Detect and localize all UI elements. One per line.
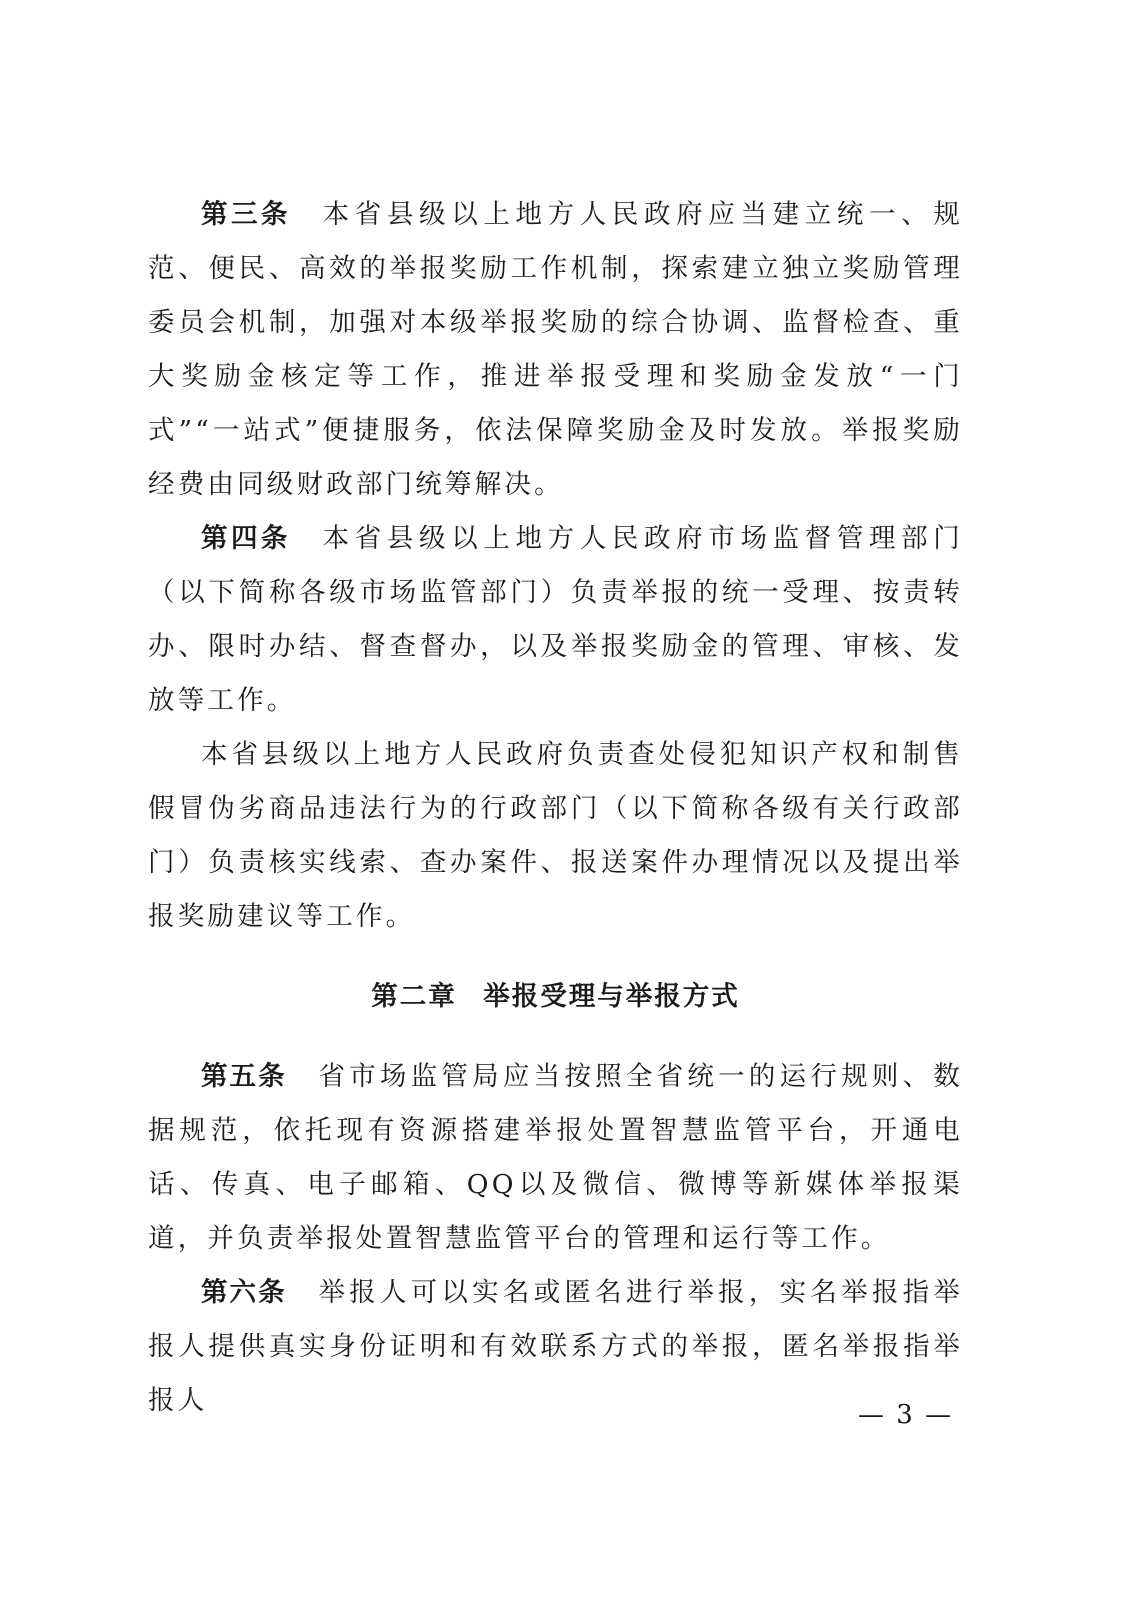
article-3	[148, 188, 963, 512]
article-5-text: 省市场监管局应当按照全省统一的运行规则、数据规范，依托现有资源搭建举报处置智慧监管平台，开通电话、传真、电子邮箱、QQ以及微信、微博等新媒体举报渠道，并负责举报处置智慧监管平台的管理和运行等工作。	[148, 1061, 964, 1254]
article-5-number: 第五条	[201, 1061, 287, 1092]
article-6	[148, 1266, 963, 1428]
chapter-number: 第二章	[371, 981, 457, 1012]
document-body	[148, 188, 963, 1428]
article-4-number: 第四条	[201, 523, 291, 554]
article-3-text: 本省县级以上地方人民政府应当建立统一、规范、便民、高效的举报奖励工作机制，探索建立独立奖励管理委员会机制，加强对本级举报奖励的综合协调、监督检查、重大奖励金核定等工作，推进举报受理和奖励金发放“一门式”“一站式”便捷服务，依法保障奖励金及时发放。举报奖励经费由同级财政部门统筹解决。	[148, 199, 964, 500]
article-3-number: 第三条	[201, 199, 291, 230]
article-4	[148, 512, 963, 728]
article-4-paragraph-2: 本省县级以上地方人民政府负责查处侵犯知识产权和制售假冒伪劣商品违法行为的行政部门（以下简称各级有关行政部门）负责核实线索、查办案件、报送案件办理情况以及提出举报奖励建议等工作。	[148, 739, 963, 932]
article-6-number: 第六条	[201, 1277, 287, 1308]
article-5	[148, 1050, 963, 1266]
page-number: — 3 —	[858, 1400, 954, 1430]
article-6-text: 举报人可以实名或匿名进行举报，实名举报指举报人提供真实身份证明和有效联系方式的举报，匿名举报指举报人	[148, 1277, 964, 1416]
article-4-text: 本省县级以上地方人民政府市场监督管理部门（以下简称各级市场监管部门）负责举报的统一受理、按责转办、限时办结、督查督办，以及举报奖励金的管理、审核、发放等工作。	[148, 523, 964, 716]
chapter-title: 举报受理与举报方式	[483, 981, 740, 1012]
chapter-heading	[148, 970, 963, 1024]
